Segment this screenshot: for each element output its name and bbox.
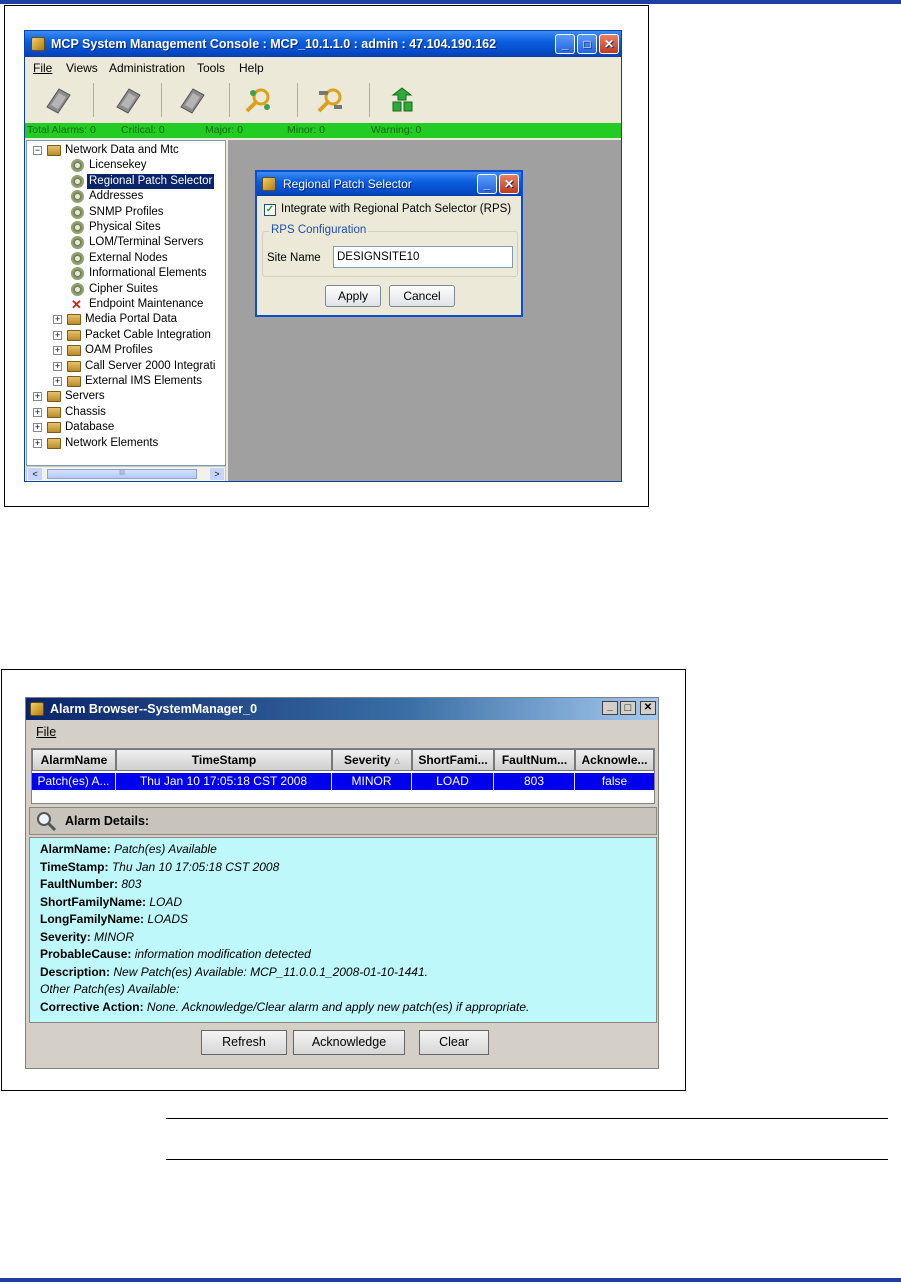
scroll-thumb[interactable] (47, 469, 197, 479)
apply-button[interactable]: Apply (325, 285, 381, 307)
col-timestamp[interactable]: TimeStamp (116, 749, 332, 771)
rps-configuration-label: RPS Configuration (271, 224, 367, 236)
section-rule (166, 1159, 888, 1160)
detail-value: New Patch(es) Available: MCP_11.0.0.1_2008-01-10-1441. (113, 964, 428, 979)
tree-item-label: Cipher Suites (89, 282, 159, 295)
ab-minimize-glyph: _ (607, 701, 613, 712)
folder-icon (67, 376, 81, 387)
tree-item[interactable] (27, 266, 225, 281)
search-network-icon[interactable] (243, 85, 273, 115)
expand-icon[interactable]: + (54, 314, 61, 325)
alarm-browser-title: Alarm Browser--SystemManager_0 (50, 702, 258, 716)
tree-item[interactable] (27, 420, 225, 435)
toolbar-separator (229, 83, 230, 117)
detail-line (40, 964, 428, 982)
detail-key: FaultNumber: (40, 877, 118, 891)
folder-icon (67, 330, 81, 341)
cell-acknowledged: false (601, 774, 628, 788)
tree-item[interactable] (27, 235, 225, 250)
tree-item[interactable] (27, 297, 225, 312)
detail-key: Corrective Action: (40, 999, 144, 1014)
col-shortfamily[interactable]: ShortFami... (412, 749, 494, 771)
expand-icon[interactable]: + (34, 406, 41, 417)
folder-icon (67, 345, 81, 356)
top-rule (0, 0, 901, 4)
tree-item[interactable] (27, 343, 225, 358)
tree-item[interactable] (27, 312, 225, 327)
tree-item[interactable] (27, 359, 225, 374)
site-name-input[interactable] (333, 246, 513, 268)
toolbar-separator (369, 83, 370, 117)
toolbar-separator (161, 83, 162, 117)
detail-value: MINOR (94, 929, 135, 944)
detail-value: Thu Jan 10 17:05:18 CST 2008 (111, 859, 280, 874)
checkbox-checkmark: ✓ (265, 204, 275, 215)
detail-line (40, 981, 179, 999)
expand-icon[interactable]: + (54, 345, 61, 356)
expand-icon[interactable]: + (54, 376, 61, 386)
folder-icon (47, 391, 61, 402)
tree-item-label: OAM Profiles (85, 344, 153, 357)
detail-key: LongFamilyName: (40, 912, 145, 926)
alarm-total: Total Alarms: 0 (27, 124, 96, 136)
gear-icon (71, 283, 84, 296)
tree-item[interactable] (27, 158, 225, 173)
detail-value: Other Patch(es) Available: (40, 982, 180, 996)
detail-value: LOAD (149, 894, 183, 909)
toolbar-separator (297, 83, 298, 117)
tree-item-label: Network Elements (65, 436, 159, 449)
tree-horizontal-scrollbar[interactable] (26, 466, 226, 482)
tree-item[interactable] (27, 282, 225, 297)
detail-key: TimeStamp: (40, 859, 109, 874)
search-tools-icon[interactable] (315, 85, 345, 115)
alarm-summary-bar (25, 123, 622, 138)
ab-minimize-button[interactable] (602, 701, 618, 715)
ab-close-button[interactable] (640, 701, 656, 715)
scroll-thumb-grip: III (119, 470, 125, 477)
detail-value: LOADS (147, 912, 189, 926)
menu-file[interactable]: File (33, 61, 53, 75)
folder-icon (47, 407, 61, 418)
table-row[interactable] (32, 773, 654, 790)
acknowledge-button[interactable]: Acknowledge (293, 1030, 405, 1055)
gear-icon (71, 159, 84, 172)
expand-icon[interactable]: + (34, 391, 41, 402)
cell-severity: MINOR (332, 773, 412, 790)
node-grey-icon-3[interactable] (177, 85, 207, 115)
folder-icon (47, 438, 61, 449)
navigation-tree[interactable] (26, 140, 226, 466)
ab-maximize-glyph: □ (624, 702, 632, 714)
detail-key: Severity: (40, 929, 91, 944)
mcp-menu-bar (25, 57, 622, 77)
expand-icon[interactable]: + (54, 329, 61, 340)
alarm-major: Major: 0 (205, 124, 243, 136)
gear-icon (71, 175, 84, 188)
mcp-toolbar (25, 77, 622, 123)
folder-icon (67, 314, 81, 325)
bottom-rule (0, 1278, 901, 1282)
alarm-details-header (29, 807, 657, 835)
alarm-browser-app-icon (30, 702, 44, 716)
gear-icon (71, 221, 84, 234)
menu-administration[interactable]: Administration (109, 61, 186, 75)
detail-line (40, 859, 279, 877)
tree-item-label: External Nodes (89, 251, 168, 264)
detail-value: 803 (121, 877, 142, 891)
tree-item-label: LOM/Terminal Servers (89, 236, 204, 249)
gear-icon (71, 236, 84, 249)
tree-item-label: Database (65, 421, 115, 434)
detail-line (40, 911, 188, 929)
col-faultnumber[interactable]: FaultNum... (494, 749, 575, 771)
rps-checkbox[interactable] (264, 204, 276, 216)
tree-item[interactable] (27, 374, 225, 389)
detail-value: Patch(es) Available (114, 842, 217, 856)
col-acknowledged[interactable]: Acknowle... (575, 749, 654, 771)
cell-faultnumber: 803 (494, 773, 575, 790)
rps-checkbox-label[interactable]: Integrate with Regional Patch Selector (RPS) (281, 203, 512, 215)
col-alarmname[interactable]: AlarmName (32, 749, 116, 771)
tree-item[interactable] (27, 143, 225, 158)
tree-item-label: Network Data and Mtc (65, 144, 179, 156)
col-severity-label: Severity (343, 753, 391, 767)
tree-item-label: Servers (65, 390, 105, 403)
toolbar-separator (93, 83, 94, 117)
detail-value: None. Acknowledge/Clear alarm and apply new patch(es) if appropriate. (146, 999, 530, 1014)
tree-item[interactable] (27, 189, 225, 204)
site-name-label: Site Name (267, 252, 321, 264)
alarm-browser-title-bar[interactable] (26, 698, 659, 720)
alarm-minor: Minor: 0 (287, 124, 325, 136)
cell-shortfamily: LOAD (412, 773, 494, 790)
alarm-browser-window (25, 697, 659, 1069)
tree-item[interactable] (27, 174, 225, 189)
recycle-refresh-icon[interactable] (387, 85, 417, 115)
expand-icon[interactable]: + (54, 360, 61, 371)
scroll-left-arrow[interactable]: < (28, 468, 42, 480)
clear-button[interactable]: Clear (419, 1030, 489, 1055)
menu-views[interactable]: Views (66, 61, 98, 75)
folder-icon (47, 422, 61, 433)
node-grey-icon-2[interactable] (113, 85, 143, 115)
folder-icon (67, 361, 81, 372)
detail-line (40, 999, 529, 1017)
dialog-minimize-button[interactable]: _ (477, 174, 497, 194)
detail-key: Description: (40, 964, 111, 979)
tree-item[interactable] (27, 405, 225, 420)
tree-item-label: SNMP Profiles (89, 205, 164, 218)
alarm-critical: Critical: 0 (121, 124, 165, 136)
regional-patch-selector-dialog (255, 170, 523, 317)
mcp-window-title: MCP System Management Console : MCP_10.1.1.0 : admin : 47.104.190.162 (51, 37, 497, 51)
scroll-right-arrow[interactable]: > (210, 468, 224, 480)
gear-icon (71, 206, 84, 219)
ab-close-glyph: ✕ (643, 702, 653, 713)
tree-item-label: Endpoint Maintenance (89, 298, 204, 310)
tree-item[interactable] (27, 251, 225, 266)
tree-item-label: Licensekey (89, 159, 147, 172)
refresh-button[interactable]: Refresh (201, 1030, 287, 1055)
tree-item-label: Addresses (89, 190, 144, 203)
node-grey-icon-1[interactable] (43, 85, 73, 115)
dialog-title: Regional Patch Selector (283, 177, 412, 191)
table-header (32, 749, 656, 771)
tree-item[interactable] (27, 220, 225, 235)
expand-icon[interactable]: + (34, 437, 41, 448)
alarm-details-title: Alarm Details: (65, 814, 150, 828)
cancel-button[interactable]: Cancel (389, 285, 455, 307)
tree-item-label: Chassis (65, 405, 106, 418)
sort-arrow-icon: ▵ (394, 753, 401, 767)
detail-key: ProbableCause: (40, 947, 132, 961)
tree-item[interactable] (27, 436, 225, 451)
alarm-table (31, 748, 655, 804)
tree-item-label: Packet Cable Integration (85, 328, 211, 341)
alarm-warning: Warning: 0 (371, 124, 422, 136)
detail-line (40, 876, 141, 894)
gear-icon (71, 190, 84, 203)
gear-icon (71, 267, 84, 280)
detail-line (40, 894, 182, 912)
menu-tools[interactable]: Tools (197, 61, 226, 75)
tree-item[interactable] (27, 389, 225, 404)
cell-alarmname: Patch(es) A... (32, 773, 116, 790)
tree-item-label: Informational Elements (89, 267, 207, 280)
detail-line (40, 946, 311, 964)
tree-item-label: Call Server 2000 Integrati (85, 359, 216, 372)
tree-item-label: Media Portal Data (85, 313, 178, 326)
detail-line (40, 841, 217, 859)
magnifier-icon (35, 810, 57, 832)
mcp-console-window (24, 30, 622, 482)
detail-key: AlarmName: (40, 842, 111, 856)
detail-value: information modification detected (134, 947, 311, 961)
gear-icon (71, 252, 84, 265)
expand-icon[interactable]: + (34, 422, 41, 433)
menu-help[interactable]: Help (239, 61, 264, 75)
app-icon (31, 37, 45, 51)
detail-key: ShortFamilyName: (40, 894, 147, 909)
cell-timestamp: Thu Jan 10 17:05:18 CST 2008 (116, 773, 332, 790)
tree-item[interactable] (27, 328, 225, 343)
dialog-app-icon (262, 177, 276, 191)
mcp-title-bar[interactable] (25, 31, 621, 57)
section-rule (166, 1118, 888, 1119)
dialog-title-bar[interactable] (257, 172, 521, 196)
maximize-button[interactable]: □ (577, 34, 597, 54)
tree-item-label: Regional Patch Selector (89, 174, 213, 187)
tree-item-label: Physical Sites (89, 221, 161, 233)
ab-maximize-button[interactable] (620, 701, 636, 715)
detail-line (40, 929, 134, 947)
collapse-icon[interactable]: − (34, 145, 41, 155)
folder-open-icon (47, 145, 61, 156)
close-button[interactable]: ✕ (599, 34, 619, 54)
dialog-close-button[interactable]: ✕ (499, 174, 519, 194)
tools-icon: ✕ (71, 297, 82, 312)
alarm-details-panel (29, 837, 657, 1023)
col-severity[interactable] (332, 749, 412, 771)
ab-menu-file[interactable]: File (36, 725, 57, 739)
minimize-button[interactable]: _ (555, 34, 575, 54)
tree-item-label: External IMS Elements (85, 375, 202, 387)
tree-item[interactable] (27, 205, 225, 220)
